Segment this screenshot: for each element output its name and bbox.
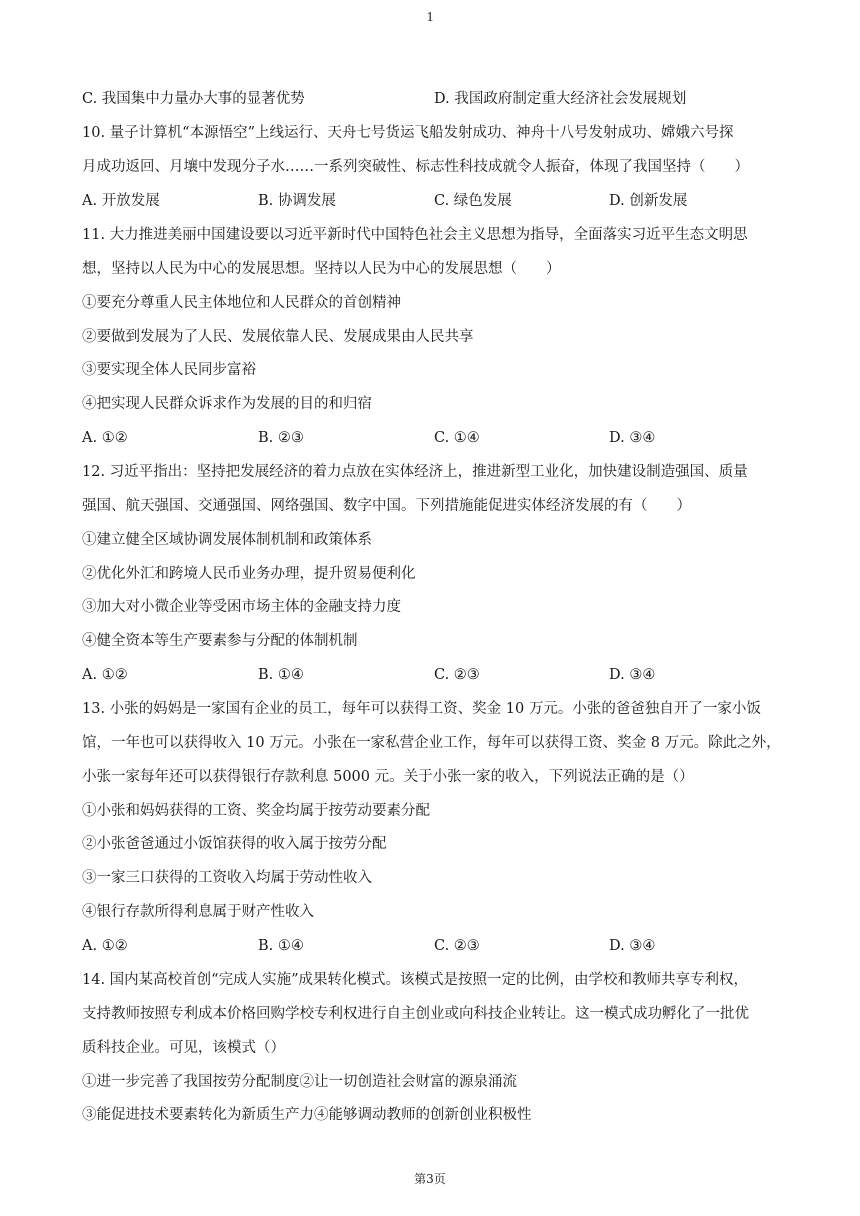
q10-stem-line2: 月成功返回、月壤中发现分子水……一系列突破性、标志性科技成就令人振奋，体现了我国坚持（ ） (82, 159, 749, 175)
q13-option-a: A. ①② (82, 938, 128, 954)
q11-stem-line1: 11. 大力推进美丽中国建设要以习近平新时代中国特色社会主义思想为指导，全面落实习近平生态文明思 (82, 227, 748, 243)
q12-statement-3: ③加大对小微企业等受困市场主体的金融支持力度 (82, 599, 401, 615)
q10-option-b: B. 协调发展 (258, 193, 336, 209)
q12-option-a: A. ①② (82, 667, 128, 683)
q12-option-c: C. ②③ (434, 667, 480, 683)
q14-statements-line1: ①进一步完善了我国按劳分配制度②让一切创造社会财富的源泉涌流 (82, 1074, 517, 1090)
q13-stem-line2: 馆，一年也可以获得收入 10 万元。小张在一家私营企业工作，每年可以获得工资、奖金 8 万元。除此之外， (82, 735, 781, 751)
q14-statements-line2: ③能促进技术要素转化为新质生产力④能够调动教师的创新创业积极性 (82, 1107, 532, 1123)
q13-statement-4: ④银行存款所得利息属于财产性收入 (82, 904, 314, 920)
q11-statement-2: ②要做到发展为了人民、发展依靠人民、发展成果由人民共享 (82, 329, 474, 345)
page-footer: 第3页 (414, 1172, 446, 1186)
q13-statement-2: ②小张爸爸通过小饭馆获得的收入属于按劳分配 (82, 836, 387, 852)
q13-stem-line3: 小张一家每年还可以获得银行存款利息 5000 元。关于小张一家的收入，下列说法正确的是（） (82, 769, 694, 785)
q13-option-d: D. ③④ (609, 938, 656, 954)
page-number-top: 1 (426, 10, 434, 25)
q11-option-b: B. ②③ (258, 430, 304, 446)
q13-stem-line1: 13. 小张的妈妈是一家国有企业的员工，每年可以获得工资、奖金 10 万元。小张的爸爸独自开了一家小饭 (82, 701, 761, 717)
q11-statement-1: ①要充分尊重人民主体地位和人民群众的首创精神 (82, 295, 401, 311)
q13-option-b: B. ①④ (258, 938, 304, 954)
q12-statement-2: ②优化外汇和跨境人民币业务办理，提升贸易便利化 (82, 566, 416, 582)
q11-statement-4: ④把实现人民群众诉求作为发展的目的和归宿 (82, 396, 372, 412)
q12-option-b: B. ①④ (258, 667, 304, 683)
q13-statement-1: ①小张和妈妈获得的工资、奖金均属于按劳动要素分配 (82, 803, 430, 819)
q11-option-a: A. ①② (82, 430, 128, 446)
q11-statement-3: ③要实现全体人民同步富裕 (82, 362, 256, 378)
q10-option-a: A. 开放发展 (82, 193, 160, 209)
q12-statement-4: ④健全资本等生产要素参与分配的体制机制 (82, 633, 358, 649)
q14-stem-line1: 14. 国内某高校首创“完成人实施”成果转化模式。该模式是按照一定的比例，由学校和教师共享专利权， (82, 972, 748, 988)
q12-stem-line2: 强国、航天强国、交通强国、网络强国、数字中国。下列措施能促进实体经济发展的有（ ） (82, 498, 691, 514)
q12-option-d: D. ③④ (609, 667, 656, 683)
q14-stem-line2: 支持教师按照专利成本价格回购学校专利权进行自主创业或向科技企业转让。这一模式成功孵化了一批优 (82, 1006, 749, 1022)
q13-option-c: C. ②③ (434, 938, 480, 954)
q14-stem-line3: 质科技企业。可见，该模式（） (82, 1040, 285, 1056)
q10-option-d: D. 创新发展 (609, 193, 688, 209)
q11-option-c: C. ①④ (434, 430, 480, 446)
q9-option-d: D. 我国政府制定重大经济社会发展规划 (434, 91, 687, 107)
q12-statement-1: ①建立健全区域协调发展体制机制和政策体系 (82, 532, 372, 548)
q10-option-c: C. 绿色发展 (434, 193, 512, 209)
q10-stem-line1: 10. 量子计算机“本源悟空”上线运行、天舟七号货运飞船发射成功、神舟十八号发射成功、嫦娥六号探 (82, 125, 734, 141)
q12-stem-line1: 12. 习近平指出：坚持把发展经济的着力点放在实体经济上，推进新型工业化，加快建设制造强国、质量 (82, 464, 748, 480)
q11-option-d: D. ③④ (609, 430, 656, 446)
q9-option-c: C. 我国集中力量办大事的显著优势 (82, 91, 305, 107)
q11-stem-line2: 想，坚持以人民为中心的发展思想。坚持以人民为中心的发展思想（ ） (82, 261, 561, 277)
q13-statement-3: ③一家三口获得的工资收入均属于劳动性收入 (82, 870, 372, 886)
